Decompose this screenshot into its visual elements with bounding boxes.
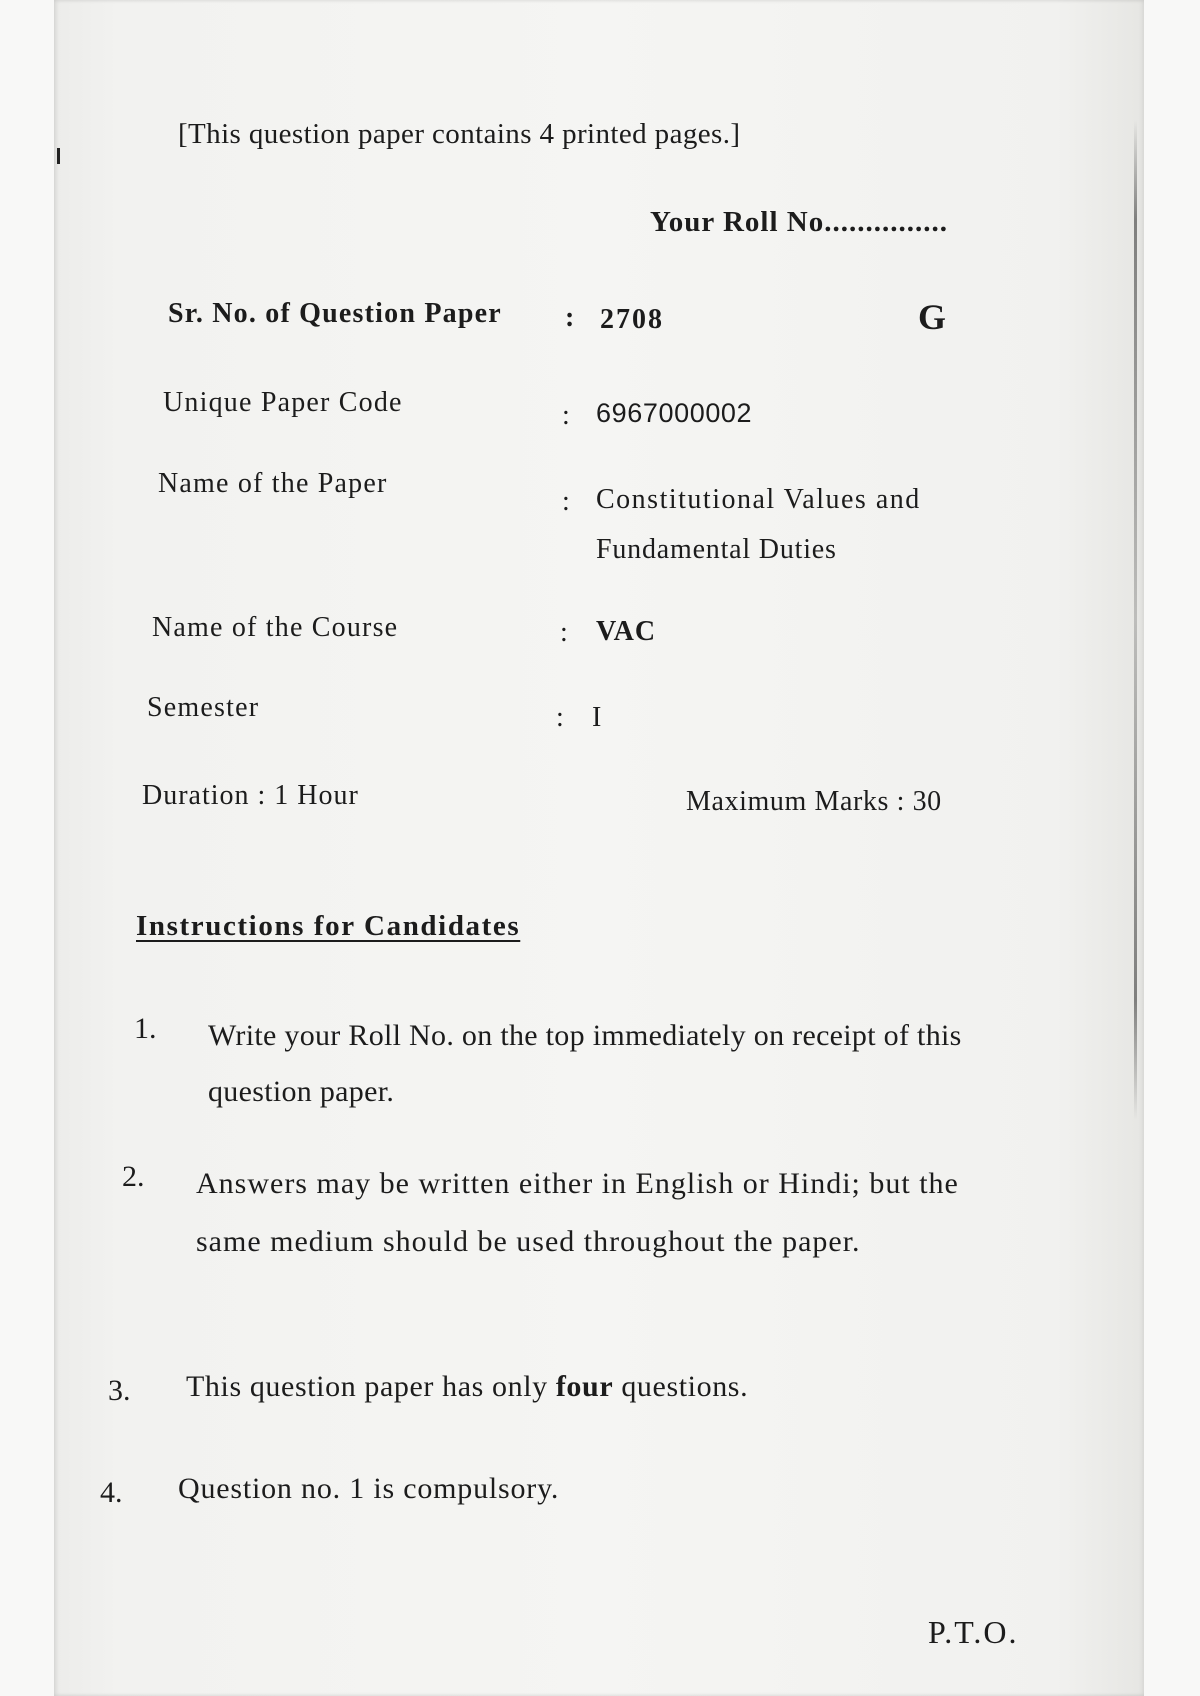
instruction-number: 3. — [108, 1374, 131, 1407]
instruction-text-part: questions. — [613, 1370, 749, 1403]
course-name-colon: : — [560, 617, 568, 648]
instruction-text: Write your Roll No. on the top immediately on receipt of this question paper. — [208, 1019, 962, 1108]
instruction-text-part: This question paper has only — [186, 1370, 556, 1403]
serial-number-colon: : — [565, 302, 575, 333]
instruction-number: 4. — [100, 1476, 123, 1509]
paper-name-label: Name of the Paper — [158, 468, 388, 499]
printed-pages-note: [This question paper contains 4 printed pages.] — [178, 118, 741, 150]
instructions-heading: Instructions for Candidates — [136, 910, 521, 942]
course-name-label: Name of the Course — [152, 612, 399, 643]
instruction-text: Answers may be written either in English or Hindi; but the same medium should be used throughout the paper. — [196, 1167, 959, 1258]
unique-paper-code-value: 6967000002 — [596, 398, 753, 428]
serial-number-label: Sr. No. of Question Paper — [168, 298, 502, 329]
duration: Duration : 1 Hour — [142, 780, 359, 811]
paper-name-line-2: Fundamental Duties — [596, 534, 837, 565]
question-paper-sheet — [54, 0, 1144, 1696]
instruction-text: Question no. 1 is compulsory. — [178, 1472, 560, 1505]
instruction-number: 1. — [134, 1012, 157, 1045]
unique-paper-code-label: Unique Paper Code — [163, 387, 403, 418]
page-edge-shadow — [1134, 120, 1137, 1120]
maximum-marks: Maximum Marks : 30 — [686, 786, 942, 817]
paper-name-line-1: Constitutional Values and — [596, 484, 921, 515]
unique-paper-code-colon: : — [562, 400, 570, 431]
instruction-text — [186, 1370, 748, 1404]
serial-number-value: 2708 — [600, 304, 664, 335]
course-name-value: VAC — [596, 616, 657, 647]
roll-number-field: Your Roll No............... — [650, 206, 948, 238]
paper-set-code: G — [918, 297, 947, 337]
instruction-emphasis: four — [555, 1370, 614, 1403]
please-turn-over: P.T.O. — [928, 1614, 1019, 1650]
semester-label: Semester — [147, 692, 260, 723]
semester-value: I — [592, 702, 603, 733]
instruction-number: 2. — [122, 1160, 145, 1193]
margin-mark — [57, 148, 60, 164]
semester-colon: : — [556, 702, 564, 733]
paper-name-colon: : — [562, 486, 570, 517]
